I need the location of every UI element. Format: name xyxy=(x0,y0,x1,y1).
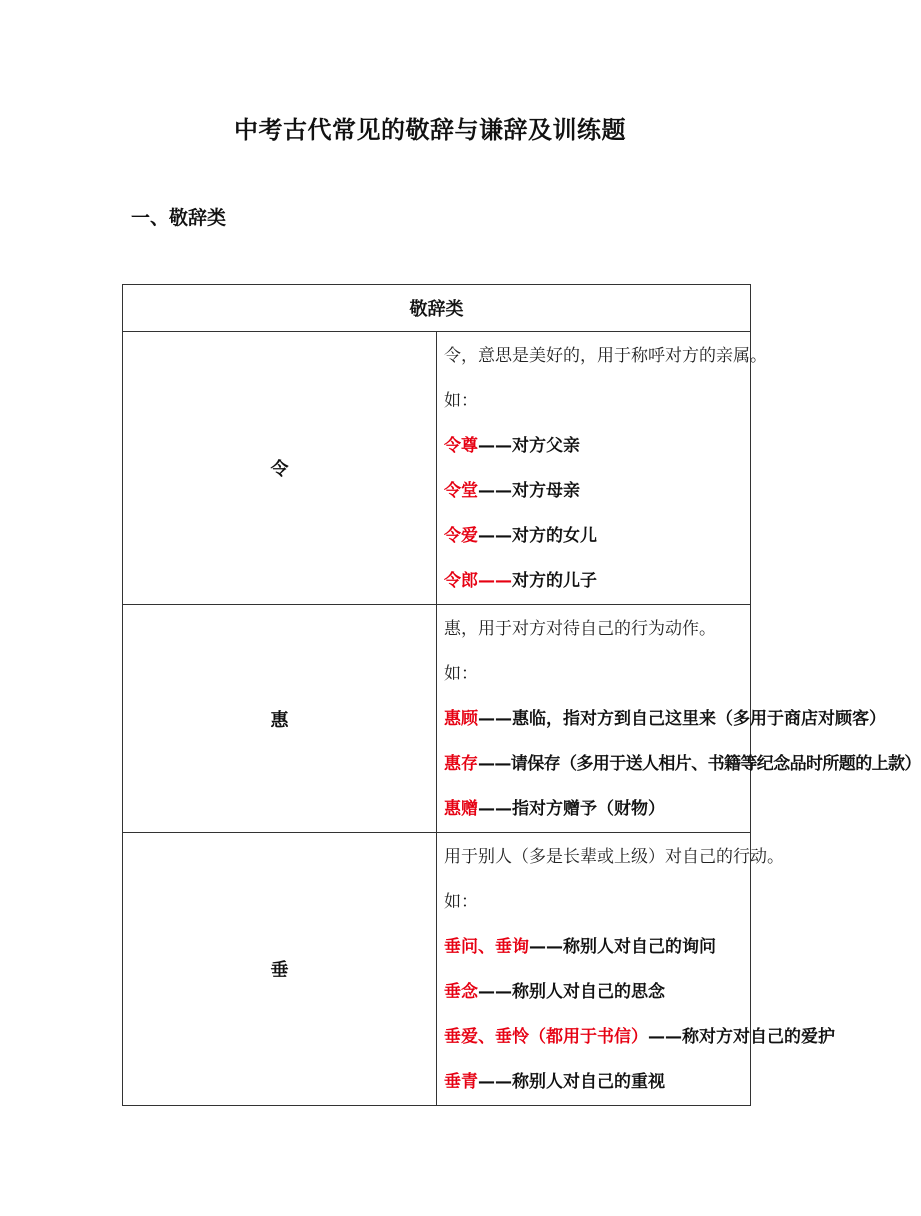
page-title: 中考古代常见的敬辞与谦辞及训练题 xyxy=(234,116,626,144)
term: 令尊 xyxy=(444,436,478,456)
row-intro: 用于别人（多是长辈或上级）对自己的行动。 xyxy=(444,847,784,867)
definition: ——对方的女儿 xyxy=(478,526,597,546)
list-item xyxy=(444,970,750,1015)
term: 垂青 xyxy=(444,1072,478,1092)
list-item xyxy=(444,514,750,559)
definition: ——称别人对自己的询问 xyxy=(529,937,716,957)
definition: ——请保存（多用于送人相片、书籍等纪念品时所题的上款） xyxy=(478,754,921,774)
definition: ——惠临，指对方到自己这里来（多用于商店对顾客） xyxy=(478,709,886,729)
table-row xyxy=(123,605,751,833)
row-example-label: 如： xyxy=(444,892,478,912)
row-intro: 惠，用于对方对待自己的行为动作。 xyxy=(444,619,716,639)
row-key: 垂 xyxy=(123,833,437,1106)
term: 惠顾 xyxy=(444,709,478,729)
term: 令爱 xyxy=(444,526,478,546)
list-item xyxy=(444,697,886,742)
term: 垂爱、垂怜（都用于书信） xyxy=(444,1027,648,1047)
row-example-label: 如： xyxy=(444,391,478,411)
table-row xyxy=(123,833,751,1106)
term: 惠赠 xyxy=(444,799,478,819)
definition: ——称别人对自己的思念 xyxy=(478,982,665,1002)
row-content xyxy=(437,605,921,833)
honorifics-table xyxy=(122,284,921,1106)
list-item xyxy=(444,925,750,970)
definition: ——对方父亲 xyxy=(478,436,580,456)
row-key: 惠 xyxy=(123,605,437,833)
row-content xyxy=(437,332,767,605)
definition: 对方的儿子 xyxy=(512,571,597,591)
term: 令郎—— xyxy=(444,571,512,591)
row-key: 令 xyxy=(123,332,437,605)
definition: ——称别人对自己的重视 xyxy=(478,1072,665,1092)
table-row xyxy=(123,332,751,605)
list-item xyxy=(444,742,921,787)
list-item xyxy=(444,469,750,514)
list-item xyxy=(444,1015,835,1060)
list-item xyxy=(444,559,750,604)
term: 垂念 xyxy=(444,982,478,1002)
section-heading: 一、敬辞类 xyxy=(131,207,227,229)
definition: ——指对方赠予（财物） xyxy=(478,799,665,819)
row-intro: 令，意思是美好的，用于称呼对方的亲属。 xyxy=(444,346,767,366)
list-item xyxy=(444,424,750,469)
table-header: 敬辞类 xyxy=(123,285,751,332)
term: 垂问、垂询 xyxy=(444,937,529,957)
term: 惠存 xyxy=(444,754,478,774)
definition: ——称对方对自己的爱护 xyxy=(648,1027,835,1047)
row-example-label: 如： xyxy=(444,664,478,684)
definition: ——对方母亲 xyxy=(478,481,580,501)
row-content xyxy=(437,833,835,1106)
list-item xyxy=(444,787,750,832)
list-item xyxy=(444,1060,750,1105)
term: 令堂 xyxy=(444,481,478,501)
